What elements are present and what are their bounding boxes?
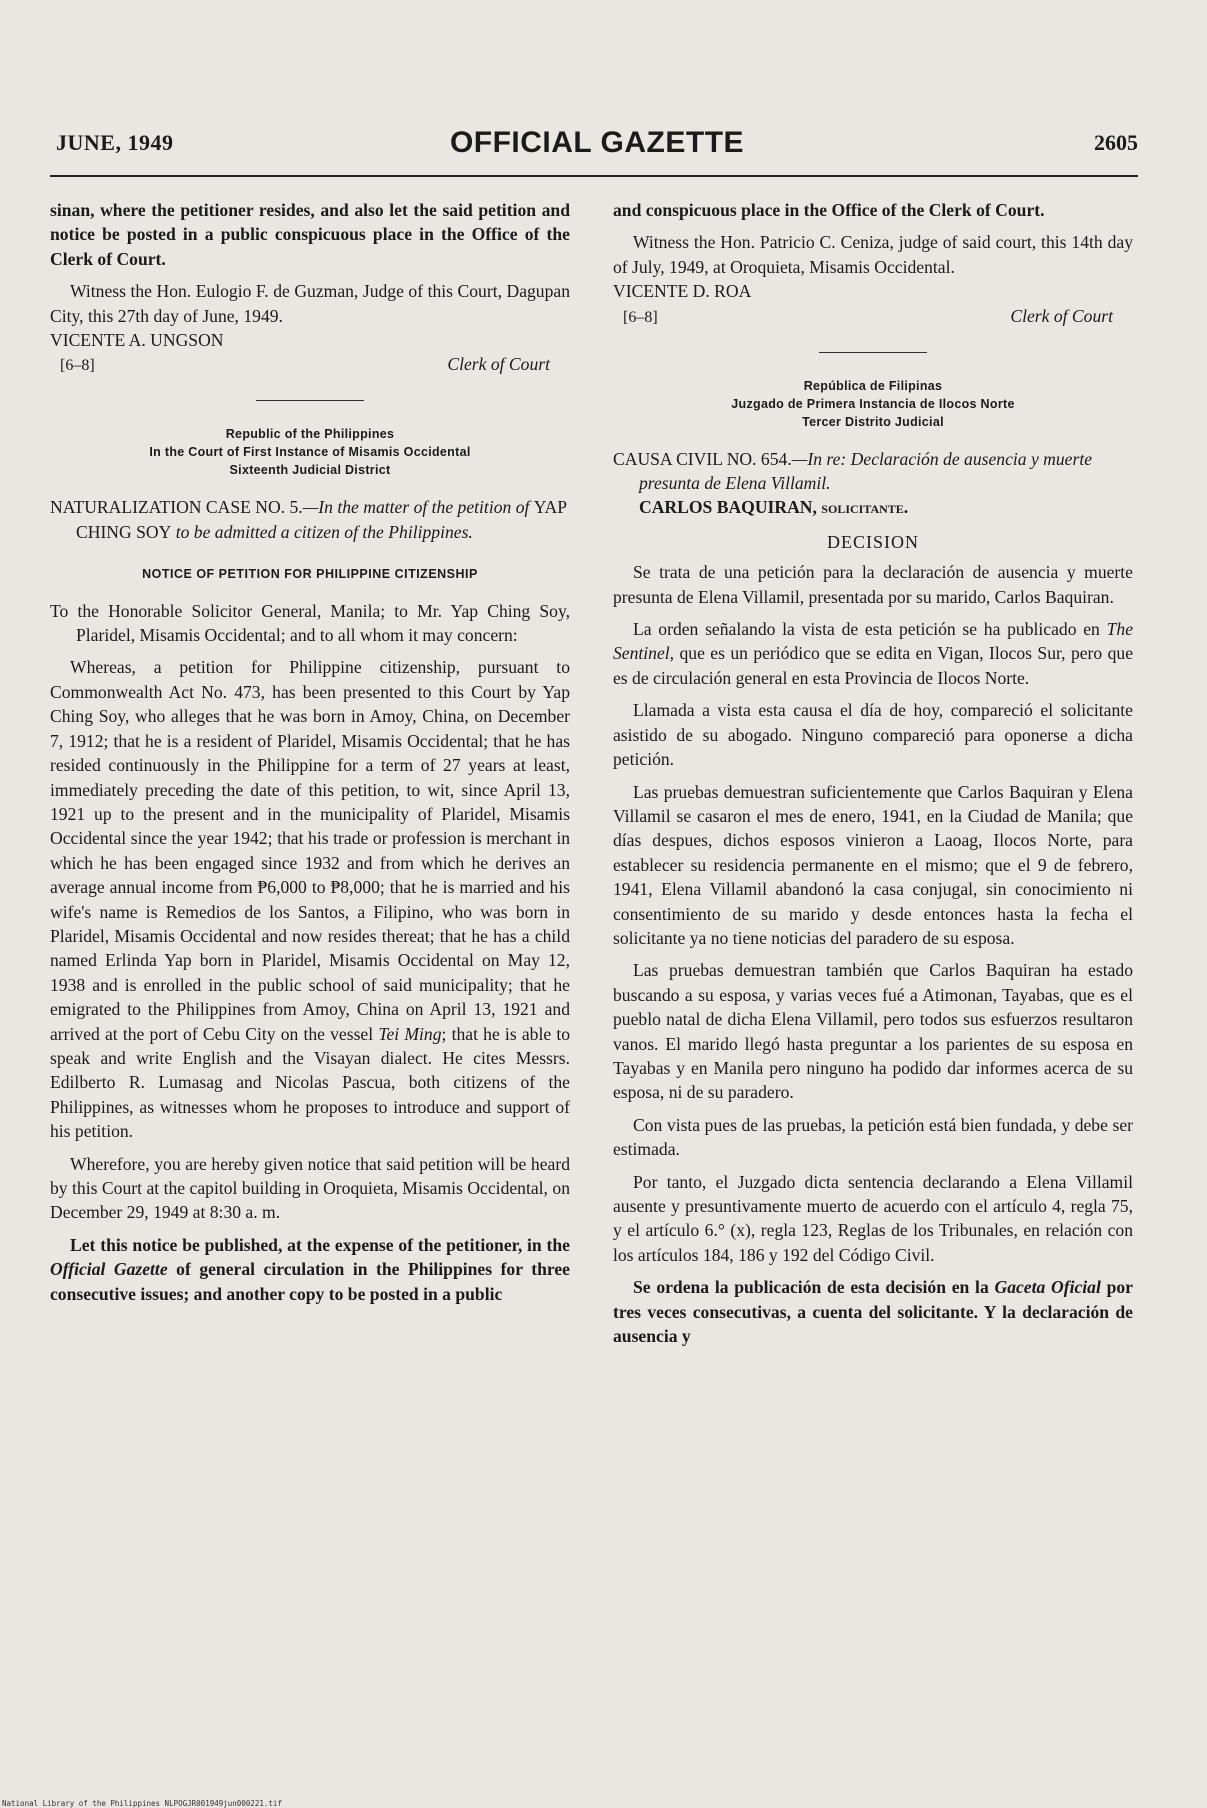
- left-case-name: YAP CHING SOY: [76, 497, 567, 542]
- right-case-label: CAUSA CIVIL NO. 654.: [613, 448, 792, 469]
- p2-text-a: La orden señalando la vista de esta petición se ha publicado en: [633, 619, 1100, 640]
- left-continuation: sinan, where the petitioner resides, and also let the said petition and notice be posted in a public conspicuous place in the Office of the Clerk of Court.: [50, 200, 570, 269]
- left-signature-name: [50, 328, 570, 352]
- right-case-name: CARLOS BAQUIRAN, solicitante.: [639, 497, 909, 518]
- right-continuation: and conspicuous place in the Office of the Clerk of Court.: [613, 200, 1045, 220]
- whereas-paragraph: [50, 655, 570, 1143]
- decision-heading: DECISION: [827, 531, 919, 552]
- wherefore-paragraph: Wherefore, you are hereby given notice that said petition will be heard by this Court at the capitol building in Oroquieta, Misamis Occidental, on December 29, 1949 at 8:30 a. m.: [50, 1153, 570, 1223]
- notice-addressees: To the Honorable Solicitor General, Manila; to Mr. Yap Ching Soy, Plaridel, Misamis Occidental; and to all whom it may concern:: [50, 600, 570, 646]
- right-sig-role: Clerk of Court: [1010, 305, 1113, 326]
- left-case-text2: to be admitted a citizen of the Philippines.: [175, 521, 473, 542]
- decision-p7: Por tanto, el Juzgado dicta sentencia declarando a Elena Villamil ausente y presuntivamente muerto de acuerdo con el artículo 4, regla 75, y el artículo 6.° (x), regla 123, Reglas de los Tribunales, en relación con los artículos 184, 186 y 192 del Código Civil.: [613, 1171, 1133, 1265]
- p8-text-b: por tres veces consecutivas, a cuenta del solicitante. Y la declaración de ausencia y: [613, 1277, 1133, 1347]
- right-divider: [819, 352, 927, 353]
- left-divider: [256, 400, 364, 401]
- left-case-text: —In the matter of the petition of: [302, 497, 530, 518]
- left-signature-line: [50, 352, 570, 378]
- left-republic: Republic of the Philippines: [225, 427, 395, 442]
- publication-paragraph: [50, 1233, 570, 1306]
- right-court: Juzgado de Primera Instancia de Ilocos Norte: [731, 396, 1015, 411]
- decision-p4: Las pruebas demuestran suficientemente que Carlos Baquiran y Elena Villamil se casaron el mes de enero, 1941, en la Ciudad de Manila; que días despues, dichos esposos vinieron a Laoag, Ilocos Norte, para establecer su residencia permanente en el mismo; que el 9 de febrero, 1941, Elena Villamil abandonó la casa conjugal, sin conocimiento ni consentimiento de su marido y desde entonces hasta la fecha el solicitante ya no tiene noticias del paradero de su esposa.: [613, 781, 1133, 948]
- left-case-title: [50, 495, 570, 544]
- right-signature-line: [613, 304, 1133, 330]
- page-header: [56, 126, 1138, 170]
- left-district: Sixteenth Judicial District: [229, 463, 391, 478]
- left-sig-role: Clerk of Court: [447, 354, 550, 375]
- header-title: OFFICIAL GAZETTE: [449, 126, 745, 159]
- left-sig-name-text: VICENTE A. UNGSON: [50, 330, 224, 351]
- decision-p5: Las pruebas demuestran también que Carlos Baquiran ha estado buscando a su esposa, y varias veces fué a Atimonan, Tayabas, que es el pueblo natal de dicha Elena Villamil, pero todos sus esfuerzos resultaron vanos. El marido llegó hasta preguntar a los parientes de su esposa en Tayabas y en Manila pero ninguno ha podido dar informes acerca de su esposa, ni de su paradero.: [613, 960, 1133, 1103]
- right-republic: República de Filipinas: [803, 378, 943, 393]
- vessel-name: Tei Ming: [378, 1023, 442, 1044]
- left-case-label: NATURALIZATION CASE NO. 5.: [50, 497, 303, 518]
- sentinel-name: The Sentinel,: [613, 619, 1133, 664]
- gaceta-name: Gaceta Oficial: [994, 1277, 1101, 1298]
- p8-text-a: Se ordena la publicación de esta decisión en la: [633, 1277, 989, 1298]
- right-signature-name: [613, 279, 1133, 303]
- right-column: [613, 198, 1133, 1348]
- decision-p2: [613, 617, 1133, 690]
- right-case-text: —In re: Declaración de ausencia y muerte presunta de Elena Villamil.: [639, 448, 1093, 494]
- right-witness: Witness the Hon. Patricio C. Ceniza, judge of said court, this 14th day of July, 1949, at Oroquieta, Misamis Occidental.: [613, 232, 1133, 277]
- decision-p8: [613, 1275, 1133, 1348]
- whereas-text-1: Whereas, a petition for Philippine citizenship, pursuant to Commonwealth Act No. 473, has been presented to this Court by Yap Ching Soy, who alleges that he was born in Amoy, China, on December 7, 1912; that he is a resident of Plaridel, Misamis Occidental; that he has resided continuously in the Philippine for a term of 27 years at least, immediately preceding the date of this petition, to wit, since April 13, 1921 up to the present and in the municipality of Plaridel, Misamis Occidental since the year 1942; that his trade or profession is merchant in which he has been engaged since 1932 and from which he derives an average annual income from ₱6,000 to ₱8,000; that he is married and his wife's name is Remedios de los Santos, a Filipino, who was born in Plaridel, Misamis Occidental and now resides thereat; that he has a child named Erlinda Yap born in Plaridel, Misamis Occidental on May 12, 1938 and is enrolled in the public school of said municipality; that he emigrated to the Philippines from Amoy, China on April 13, 1921 and arrived at the port of Cebu City on the vessel: [50, 657, 570, 1044]
- right-case-title: [613, 447, 1133, 520]
- header-date: JUNE, 1949: [56, 130, 174, 155]
- let-text-1: Let this notice be published, at the expense of the petitioner, in the: [70, 1234, 570, 1255]
- whereas-text-2: ; that he is able to speak and write English and the Visayan dialect. He cites Messrs. Edilberto R. Lumasag and Nicolas Pascua, both citizens of the Philippines, as witnesses whom he proposes to introduce and support of his petition.: [50, 1023, 571, 1142]
- header-rule: [50, 175, 1138, 177]
- decision-p3: Llamada a vista esta causa el día de hoy, compareció el solicitante asistido de su abogado. Ninguno compareció para oponerse a dicha petición.: [613, 700, 1133, 770]
- gazette-name: Official Gazette: [50, 1259, 168, 1280]
- left-column: [50, 198, 570, 1306]
- right-district: Tercer Distrito Judicial: [802, 414, 944, 429]
- let-text-2: of general circulation in the Philippines for three consecutive issues; and another copy to be posted in a public: [50, 1259, 570, 1304]
- right-sig-ref: [6–8]: [623, 308, 658, 326]
- left-witness: Witness the Hon. Eulogio F. de Guzman, Judge of this Court, Dagupan City, this 27th day of June, 1949.: [50, 281, 570, 326]
- left-court: In the Court of First Instance of Misamis Occidental: [149, 445, 471, 460]
- p2-text-b: que es un periódico que se edita en Vigan, Ilocos Sur, pero que es de circulación general en esta Provincia de Ilocos Norte.: [613, 643, 1133, 688]
- decision-p6: Con vista pues de las pruebas, la petición está bien fundada, y debe ser estimada.: [613, 1114, 1133, 1160]
- notice-heading: NOTICE OF PETITION FOR PHILIPPINE CITIZENSHIP: [142, 567, 478, 582]
- left-sig-ref: [6–8]: [60, 357, 95, 375]
- decision-p1: Se trata de una petición para la declaración de ausencia y muerte presunta de Elena Villamil, presentada por su marido, Carlos Baquiran.: [613, 562, 1133, 607]
- page-number: 2605: [1094, 130, 1138, 155]
- right-sig-name-text: VICENTE D. ROA: [613, 281, 752, 302]
- scan-footer: National Library of the Philippines NLPOGJR001949jun000221.tif: [2, 1799, 282, 1808]
